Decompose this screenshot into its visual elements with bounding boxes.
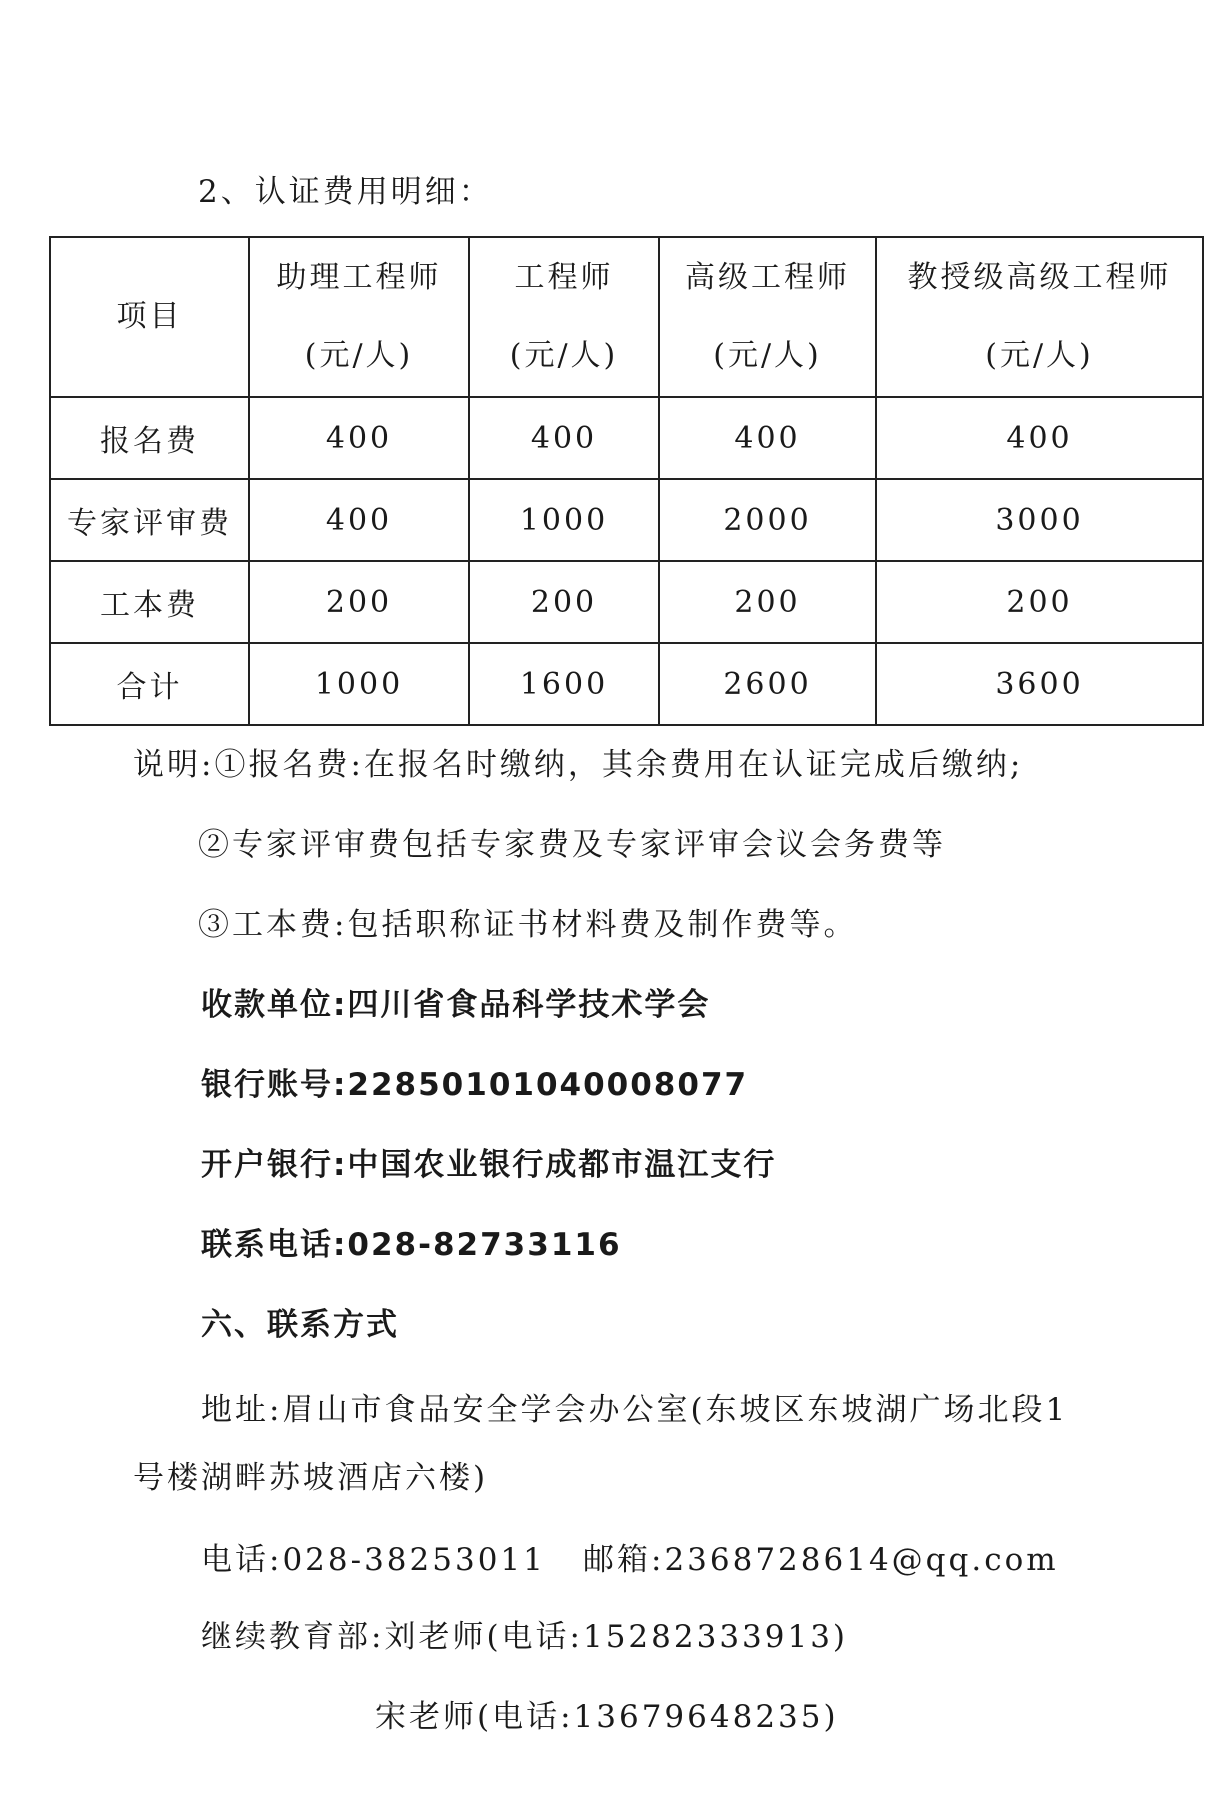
table-row	[50, 397, 1203, 479]
table-cell: 1000	[469, 479, 659, 561]
section-title: 2、认证费用明细：	[198, 174, 493, 210]
table-cell: 1000	[249, 643, 469, 725]
bank-name: 开户银行:中国农业银行成都市温江支行	[201, 1147, 777, 1183]
row-label: 报名费	[50, 397, 249, 479]
table-cell: 400	[249, 397, 469, 479]
contact-phone: 联系电话:028-82733116	[201, 1227, 622, 1263]
table-cell: 400	[469, 397, 659, 479]
address-line-1: 地址:眉山市食品安全学会办公室(东坡区东坡湖广场北段1	[201, 1392, 1069, 1428]
header-cell-senior: 高级工程师 (元/人)	[659, 237, 876, 397]
table-cell: 200	[469, 561, 659, 643]
dept-contact: 继续教育部:刘老师(电话:15282333913)	[201, 1619, 849, 1655]
row-label: 工本费	[50, 561, 249, 643]
table-cell: 200	[659, 561, 876, 643]
header-cell-assistant: 助理工程师 (元/人)	[249, 237, 469, 397]
address-line-2: 号楼湖畔苏坡酒店六楼)	[133, 1460, 489, 1496]
bank-account: 银行账号:22850101040008077	[201, 1067, 749, 1103]
table-cell: 3600	[876, 643, 1203, 725]
row-label: 合计	[50, 643, 249, 725]
note-1: 说明:①报名费:在报名时缴纳，其余费用在认证完成后缴纳;	[133, 747, 1024, 783]
table-row	[50, 561, 1203, 643]
table-cell: 400	[876, 397, 1203, 479]
table-cell: 400	[659, 397, 876, 479]
email: 邮箱:2368728614@qq.com	[583, 1542, 1059, 1578]
header-cell-professor: 教授级高级工程师 (元/人)	[876, 237, 1203, 397]
header-cell-engineer: 工程师 (元/人)	[469, 237, 659, 397]
table-cell: 2000	[659, 479, 876, 561]
contact-heading: 六、联系方式	[201, 1307, 399, 1343]
teacher-2-contact: 宋老师(电话:13679648235)	[375, 1699, 839, 1735]
table-cell: 1600	[469, 643, 659, 725]
table-cell: 200	[249, 561, 469, 643]
row-label: 专家评审费	[50, 479, 249, 561]
header-cell-item: 项目	[50, 237, 249, 397]
payee: 收款单位:四川省食品科学技术学会	[201, 987, 711, 1023]
fee-table	[49, 236, 1204, 726]
table-cell: 400	[249, 479, 469, 561]
table-cell: 3000	[876, 479, 1203, 561]
table-cell: 2600	[659, 643, 876, 725]
note-3: ③工本费:包括职称证书材料费及制作费等。	[198, 907, 858, 943]
table-row	[50, 479, 1203, 561]
office-phone: 电话:028-38253011	[201, 1542, 546, 1578]
table-header-row	[50, 237, 1203, 397]
note-2: ②专家评审费包括专家费及专家评审会议会务费等	[198, 827, 946, 863]
table-cell: 200	[876, 561, 1203, 643]
table-row-total	[50, 643, 1203, 725]
